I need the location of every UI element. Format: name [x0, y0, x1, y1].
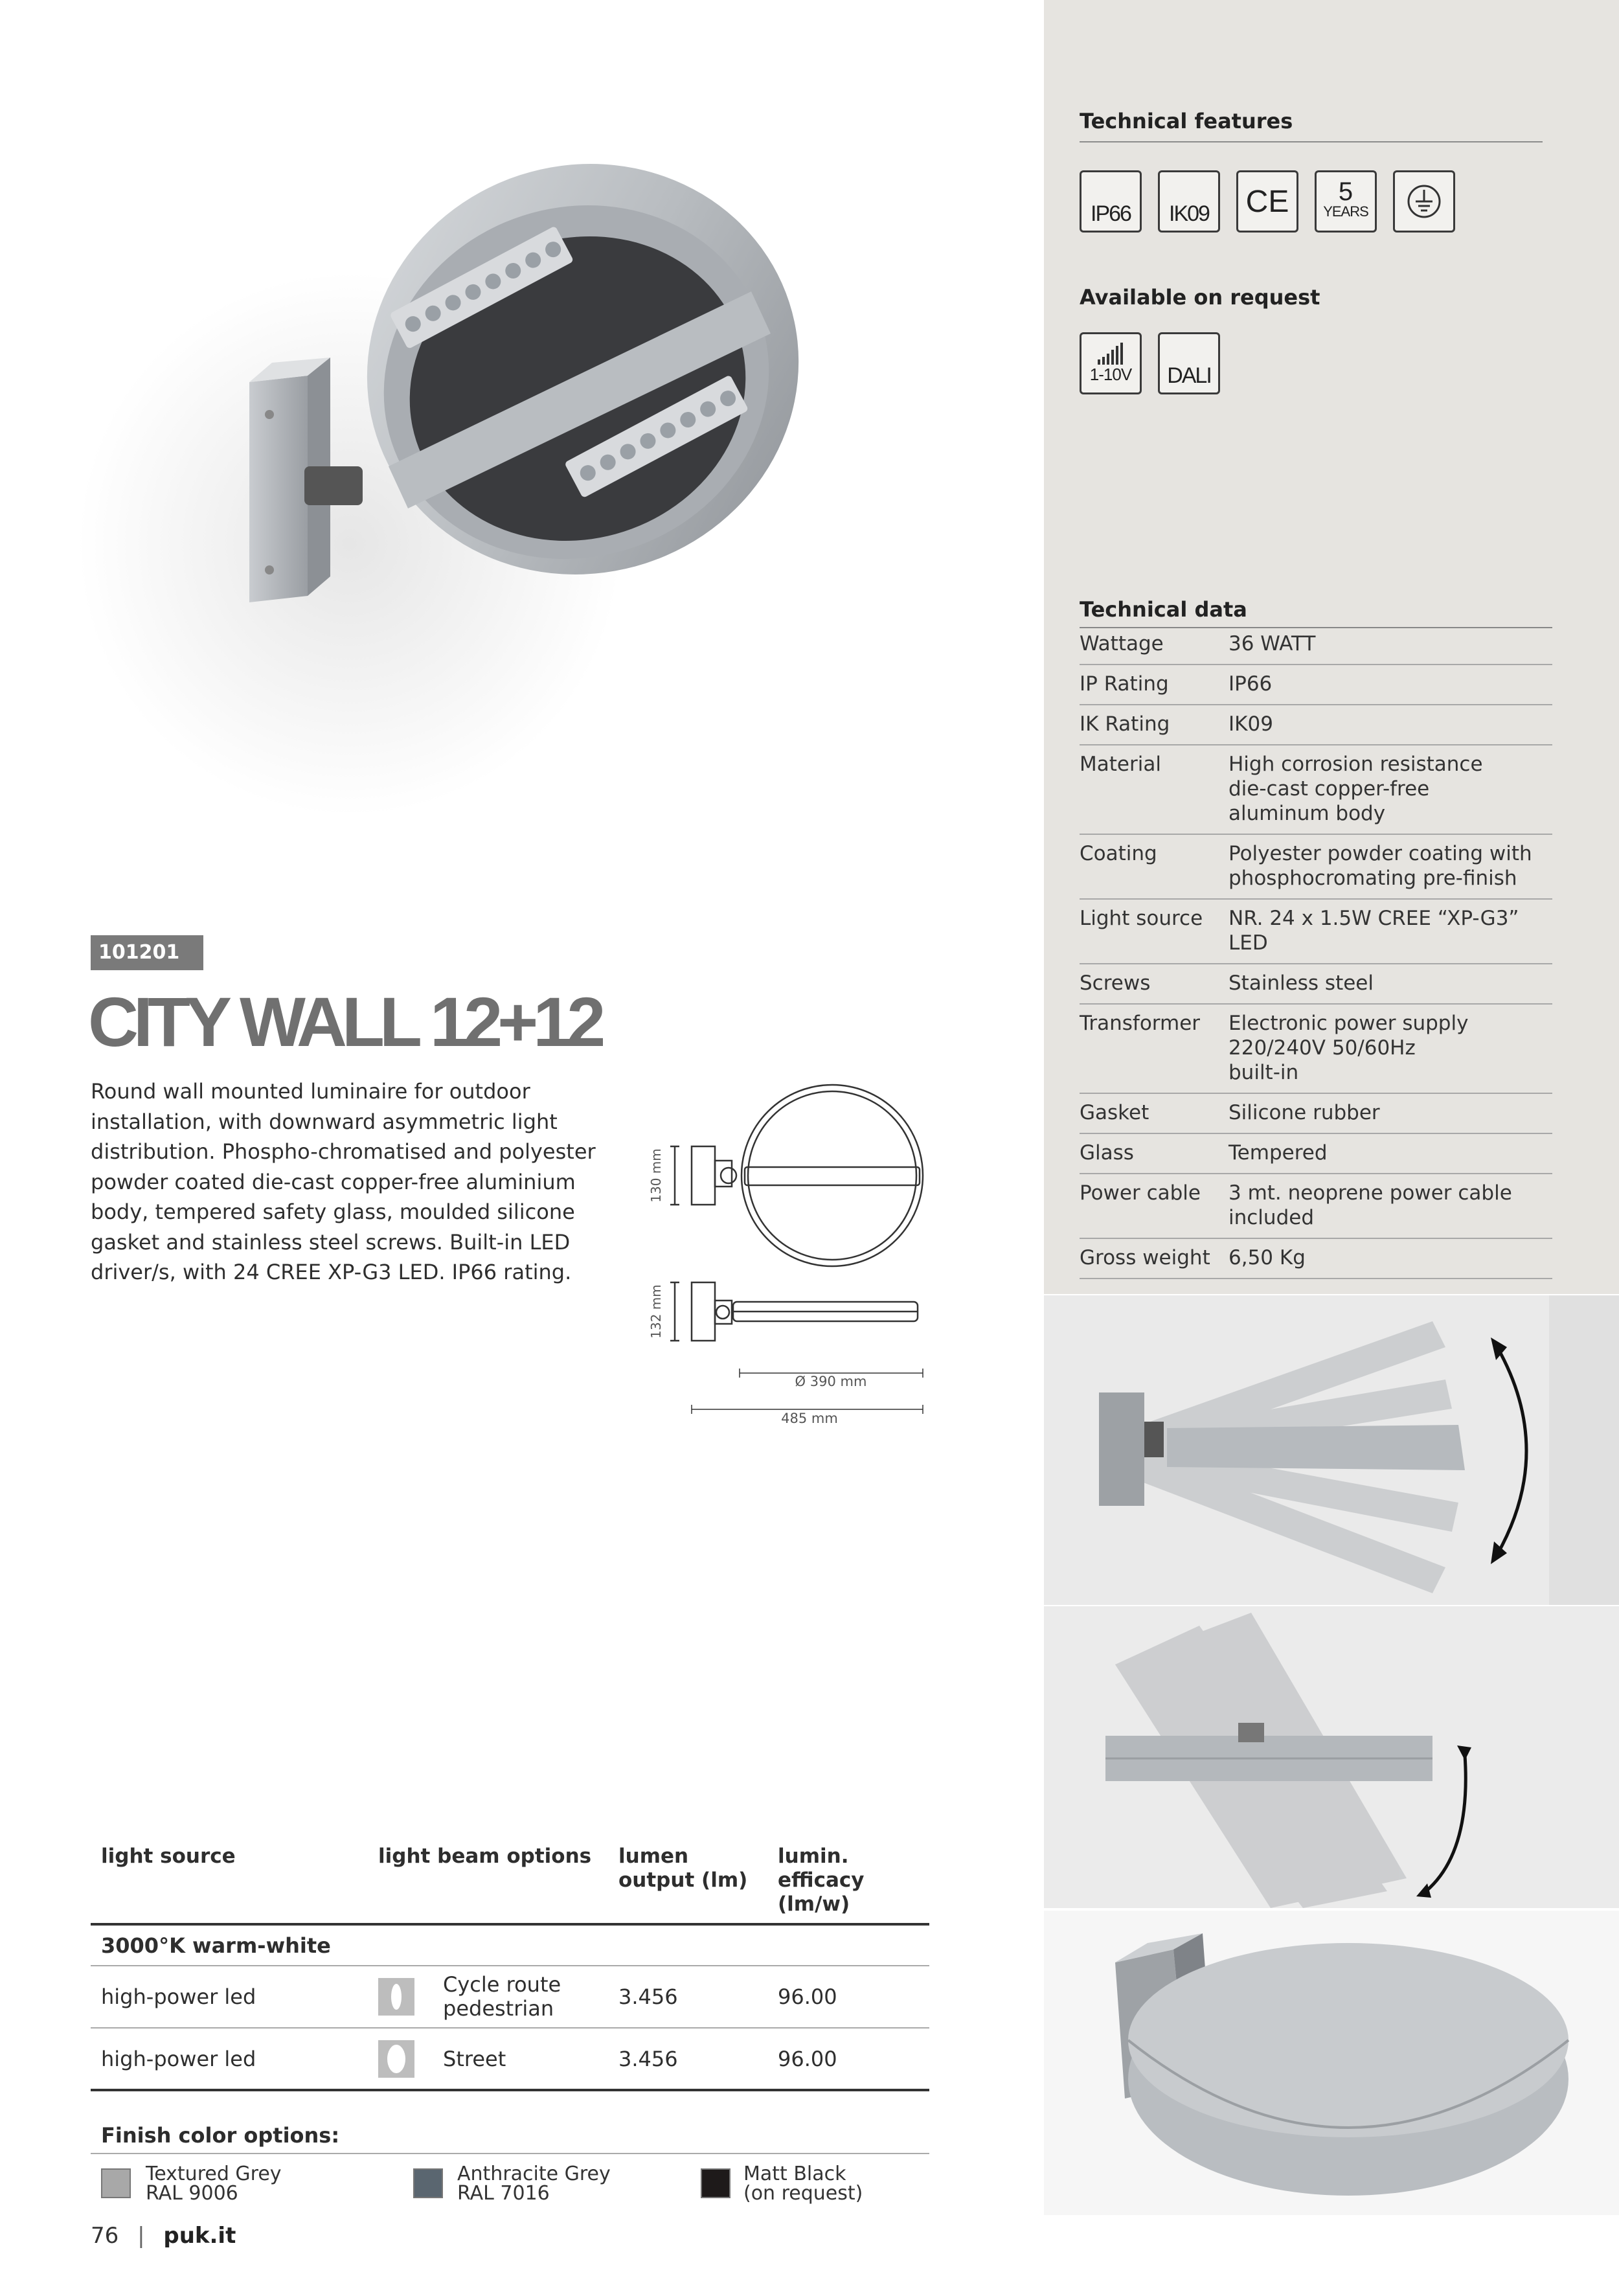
spec-value: Stainless steel — [1228, 964, 1552, 1004]
table-row — [1080, 964, 1552, 1004]
light-source-cell: high-power led — [91, 1966, 368, 2028]
finish-heading: Finish color options: — [101, 2123, 340, 2148]
available-on-request-heading: Available on request — [1080, 285, 1320, 310]
ip66-icon: IP66 — [1080, 170, 1142, 233]
col-header-light-source: light source — [91, 1845, 368, 1924]
ce-mark-icon: CE — [1236, 170, 1298, 233]
spec-key: Material — [1080, 745, 1228, 834]
ik09-icon: IK09 — [1158, 170, 1220, 233]
table-row — [1080, 1093, 1552, 1133]
wide-beam-icon — [378, 2040, 414, 2078]
efficacy-cell: 96.00 — [767, 1966, 929, 2028]
spec-key: Coating — [1080, 834, 1228, 899]
spec-key: Glass — [1080, 1133, 1228, 1174]
table-row — [1080, 745, 1552, 834]
spec-key: IK Rating — [1080, 705, 1228, 745]
tilt-photo-vertical — [1044, 1295, 1619, 1605]
spec-value: NR. 24 x 1.5W CREE “XP-G3” LED — [1228, 899, 1552, 964]
spec-key: IP Rating — [1080, 665, 1228, 705]
spec-key: Gross weight — [1080, 1238, 1228, 1279]
page-footer: 76 | puk.it — [91, 2223, 236, 2249]
efficacy-cell: 96.00 — [767, 2028, 929, 2090]
earth-ground-icon — [1393, 170, 1455, 233]
color-temperature-group: 3000°K warm-white — [91, 1924, 929, 1966]
dimming-1-10v-icon: 1-10V — [1080, 332, 1142, 394]
color-label-matt-black: Matt Black (on request) — [743, 2163, 863, 2205]
spec-key: Transformer — [1080, 1004, 1228, 1093]
spec-key: Screws — [1080, 964, 1228, 1004]
dimension-depth: 485 mm — [781, 1411, 838, 1426]
color-swatch-anthracite-grey — [413, 2168, 443, 2198]
color-swatch-textured-grey — [101, 2168, 131, 2198]
spec-key: Light source — [1080, 899, 1228, 964]
product-description: Round wall mounted luminaire for outdoor installation, with downward asymmetric light distribution. Phospho-chromatised and polyester powder coated die-cast copper-free aluminium body, tempered safety glass, moulded silicone gasket and stainless steel screws. Built-in LED driver/s, with 24 CREE XP-G3 LED. IP66 rating. — [91, 1079, 596, 1284]
technical-data-heading: Technical data — [1080, 597, 1247, 622]
technical-data-table — [1080, 625, 1552, 1279]
tilt-photo-upward — [1044, 1606, 1619, 1908]
table-row — [1080, 1133, 1552, 1174]
table-row — [1080, 834, 1552, 899]
spec-key: Power cable — [1080, 1174, 1228, 1238]
table-row — [91, 2028, 929, 2090]
spec-key: Gasket — [1080, 1093, 1228, 1133]
beam-option-label: Cycle route pedestrian — [443, 1972, 561, 2021]
product-photo-side — [1044, 1911, 1619, 2215]
light-source-cell: high-power led — [91, 2028, 368, 2090]
table-row — [91, 1966, 929, 2028]
table-row — [1080, 705, 1552, 745]
spec-value: 6,50 Kg — [1228, 1238, 1552, 1279]
table-row — [1080, 625, 1552, 665]
col-header-luminous-efficacy: lumin. efficacy (lm/w) — [767, 1845, 929, 1924]
narrow-beam-icon — [378, 1978, 414, 2016]
color-swatch-matt-black — [701, 2168, 730, 2198]
divider — [1080, 141, 1543, 142]
table-row — [1080, 1238, 1552, 1279]
color-label-anthracite-grey: Anthracite Grey RAL 7016 — [457, 2163, 611, 2205]
light-source-table — [91, 1845, 929, 2091]
table-row — [1080, 1004, 1552, 1093]
warranty-icon: 5 YEARS — [1315, 170, 1377, 233]
product-photo — [52, 78, 958, 887]
beam-option-label: Street — [443, 2046, 506, 2071]
spec-value: 3 mt. neoprene power cable included — [1228, 1174, 1552, 1238]
col-header-lumen-output: lumen output (lm) — [608, 1845, 767, 1924]
dimension-drawing — [641, 1082, 945, 1438]
divider — [91, 2153, 929, 2154]
technical-features-heading: Technical features — [1080, 109, 1293, 133]
spec-value: Electronic power supply 220/240V 50/60Hz built-in — [1228, 1004, 1552, 1093]
dali-icon: DALI — [1158, 332, 1220, 394]
site-link[interactable]: puk.it — [163, 2223, 236, 2249]
lumen-cell: 3.456 — [608, 1966, 767, 2028]
product-title: CITY WALL 12+12 — [88, 983, 601, 1061]
dimension-diameter: Ø 390 mm — [795, 1374, 867, 1389]
lumen-cell: 3.456 — [608, 2028, 767, 2090]
table-row — [1080, 899, 1552, 964]
spec-value: IP66 — [1228, 665, 1552, 705]
dimension-height-side: 132 mm — [648, 1284, 664, 1339]
spec-value: High corrosion resistance die-cast copper-free aluminum body — [1228, 745, 1552, 834]
spec-value: Polyester powder coating with phosphocromating pre-finish — [1228, 834, 1552, 899]
spec-value: 36 WATT — [1228, 625, 1552, 665]
spec-key: Wattage — [1080, 625, 1228, 665]
dimension-height-front: 130 mm — [648, 1148, 664, 1203]
table-row — [1080, 1174, 1552, 1238]
spec-value: IK09 — [1228, 705, 1552, 745]
spec-value: Tempered — [1228, 1133, 1552, 1174]
page-number: 76 — [91, 2223, 119, 2249]
color-label-textured-grey: Textured Grey RAL 9006 — [146, 2163, 282, 2205]
table-row — [1080, 665, 1552, 705]
col-header-beam-options: light beam options — [368, 1845, 608, 1924]
product-code-tag: 101201 — [91, 935, 203, 970]
spec-value: Silicone rubber — [1228, 1093, 1552, 1133]
